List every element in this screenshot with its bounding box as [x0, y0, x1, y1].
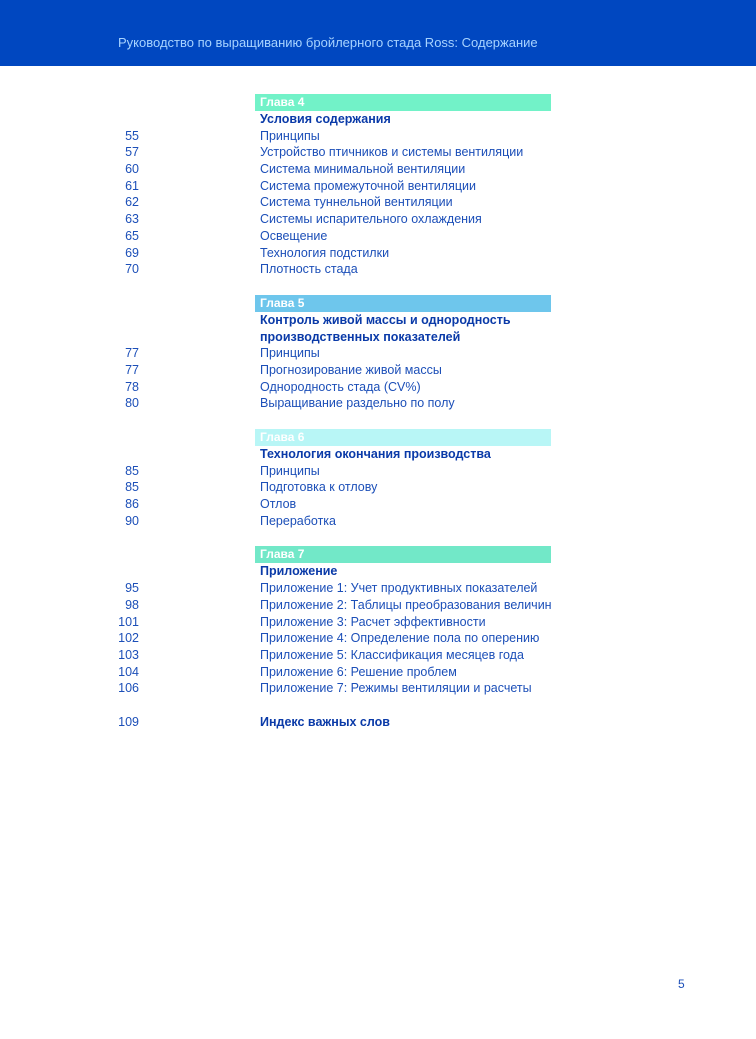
- chapter-title: [0, 446, 756, 463]
- toc-entry-label: Подготовка к отлову: [260, 480, 378, 495]
- toc-entry-label: Выращивание раздельно по полу: [260, 396, 455, 411]
- header-title: Руководство по выращиванию бройлерного стада Ross: Содержание: [118, 35, 538, 50]
- chapter-title-text: производственных показателей: [260, 329, 461, 344]
- chapter-title: [0, 563, 756, 580]
- chapter-band: Глава 7: [255, 546, 551, 563]
- spacer: [0, 278, 756, 295]
- toc-entry[interactable]: [0, 128, 756, 145]
- toc-entry-page: 63: [125, 212, 139, 227]
- toc-entry[interactable]: [0, 597, 756, 614]
- toc-entry-page: 80: [125, 396, 139, 411]
- header-bar: [0, 0, 756, 66]
- chapter-title-text: Условия содержания: [260, 112, 391, 126]
- toc-entry-label: Принципы: [260, 463, 320, 478]
- toc-entry-page: 102: [118, 631, 139, 646]
- toc-entry-page: 69: [125, 245, 139, 260]
- toc-entry-page: 104: [118, 664, 139, 679]
- toc-entry-page: 77: [125, 346, 139, 361]
- toc-entry[interactable]: [0, 211, 756, 228]
- toc-entry[interactable]: [0, 379, 756, 396]
- toc-entry-label: Устройство птичников и системы вентиляции: [260, 145, 524, 160]
- toc-entry-page: 77: [125, 362, 139, 377]
- table-of-contents: [0, 94, 756, 731]
- toc-entry-page: 106: [118, 681, 139, 696]
- chapter-title-text: Технология окончания производства: [260, 447, 491, 461]
- toc-entry-label: Система промежуточной вентиляции: [260, 178, 476, 193]
- toc-entry-page: 95: [125, 581, 139, 596]
- toc-entry-page: 103: [118, 647, 139, 662]
- toc-entry-label: Прогнозирование живой массы: [260, 362, 442, 377]
- toc-entry-label: Приложение 6: Решение проблем: [260, 664, 457, 679]
- toc-entry[interactable]: [0, 664, 756, 681]
- toc-entry-label: Освещение: [260, 228, 328, 243]
- toc-entry-label: Однородность стада (CV%): [260, 379, 421, 394]
- toc-entry-page: 90: [125, 513, 139, 528]
- toc-entry[interactable]: [0, 463, 756, 480]
- toc-entry[interactable]: [0, 345, 756, 362]
- toc-entry-page: 98: [125, 597, 139, 612]
- spacer: [0, 697, 756, 714]
- toc-entry-page: 70: [125, 262, 139, 277]
- toc-entry-label: Плотность стада: [260, 262, 358, 277]
- toc-entry[interactable]: [0, 680, 756, 697]
- toc-entry-label: Переработка: [260, 513, 337, 528]
- chapter-title: [0, 111, 756, 128]
- toc-entry-label: Приложение 1: Учет продуктивных показателей: [260, 581, 538, 596]
- index-entry-label: Индекс важных слов: [260, 714, 390, 729]
- toc-entry-page: 85: [125, 463, 139, 478]
- toc-entry-page: 60: [125, 162, 139, 177]
- toc-entry-page: 65: [125, 228, 139, 243]
- toc-entry[interactable]: [0, 362, 756, 379]
- toc-entry[interactable]: [0, 261, 756, 278]
- toc-entry[interactable]: [0, 580, 756, 597]
- toc-entry-page: 61: [125, 178, 139, 193]
- toc-entry[interactable]: [0, 614, 756, 631]
- toc-entry[interactable]: [0, 245, 756, 262]
- toc-entry-label: Технология подстилки: [260, 245, 390, 260]
- chapter-title: [0, 329, 756, 346]
- toc-entry-label: Приложение 7: Режимы вентиляции и расчеты: [260, 681, 532, 696]
- chapter-title: [0, 312, 756, 329]
- toc-entry-label: Приложение 5: Классификация месяцев года: [260, 647, 524, 662]
- toc-entry-label: Система туннельной вентиляции: [260, 195, 453, 210]
- toc-entry-label: Система минимальной вентиляции: [260, 162, 466, 177]
- page-number: 5: [678, 977, 685, 991]
- toc-entry-page: 78: [125, 379, 139, 394]
- toc-entry-label: Системы испарительного охлаждения: [260, 212, 482, 227]
- toc-entry[interactable]: [0, 395, 756, 412]
- chapter-band: Глава 6: [255, 429, 551, 446]
- toc-entry[interactable]: [0, 144, 756, 161]
- toc-entry-page: 55: [125, 128, 139, 143]
- toc-entry[interactable]: [0, 178, 756, 195]
- toc-entry-page: 85: [125, 480, 139, 495]
- index-entry-page: 109: [118, 714, 139, 729]
- toc-entry-page: 101: [118, 614, 139, 629]
- toc-entry[interactable]: [0, 496, 756, 513]
- toc-entry-label: Приложение 2: Таблицы преобразования величин: [260, 597, 552, 612]
- toc-entry-page: 57: [125, 145, 139, 160]
- toc-entry-page: 86: [125, 497, 139, 512]
- toc-entry[interactable]: [0, 161, 756, 178]
- toc-entry-label: Принципы: [260, 128, 320, 143]
- spacer: [0, 529, 756, 546]
- spacer: [0, 412, 756, 429]
- chapter-band: Глава 5: [255, 295, 551, 312]
- toc-entry[interactable]: [0, 479, 756, 496]
- chapter-title-text: Контроль живой массы и однородность: [260, 312, 511, 327]
- toc-entry[interactable]: [0, 194, 756, 211]
- toc-entry-page: 62: [125, 195, 139, 210]
- toc-entry-label: Отлов: [260, 497, 297, 512]
- chapter-band: Глава 4: [255, 94, 551, 111]
- index-entry[interactable]: [0, 714, 756, 731]
- toc-entry[interactable]: [0, 513, 756, 530]
- toc-entry-label: Принципы: [260, 346, 320, 361]
- chapter-title-text: Приложение: [260, 564, 338, 579]
- toc-entry[interactable]: [0, 630, 756, 647]
- toc-entry-label: Приложение 4: Определение пола по оперению: [260, 631, 540, 646]
- toc-entry[interactable]: [0, 228, 756, 245]
- toc-entry[interactable]: [0, 647, 756, 664]
- toc-entry-label: Приложение 3: Расчет эффективности: [260, 614, 486, 629]
